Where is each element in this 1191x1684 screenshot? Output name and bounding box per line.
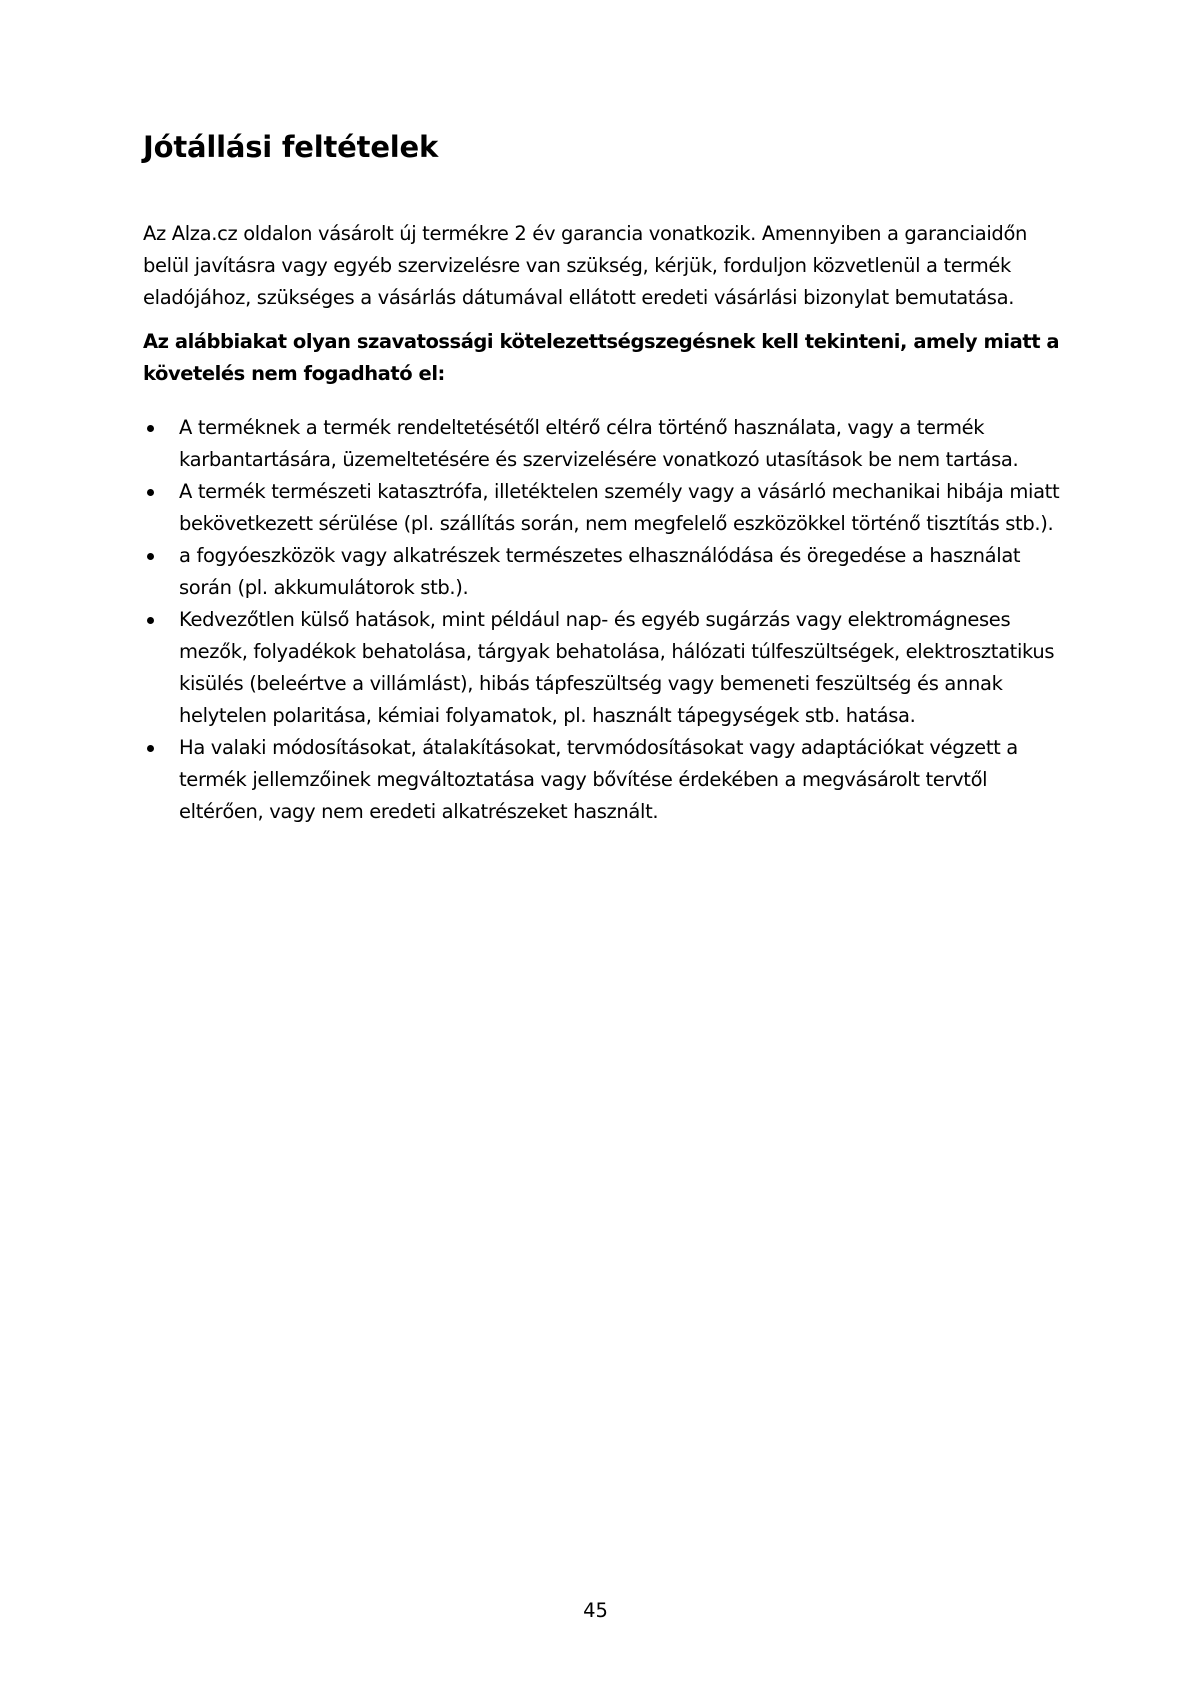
bullet-icon xyxy=(147,553,154,560)
list-item xyxy=(143,540,1063,604)
list-item-text: Ha valaki módosításokat, átalakításokat, tervmódosításokat vagy adaptációkat végzett a termék jellemzőinek megváltoztatása vagy bővítése érdekében a megvásárolt tervtől eltérően, vagy nem eredeti alkatrészeket használt. xyxy=(179,735,1018,823)
list-item-text: a fogyóeszközök vagy alkatrészek természetes elhasználódása és öregedése a használat során (pl. akkumulátorok stb.). xyxy=(179,543,1021,599)
bullet-icon xyxy=(147,489,154,496)
page-number: 45 xyxy=(583,1599,608,1622)
intro-paragraph: Az Alza.cz oldalon vásárolt új termékre 2 év garancia vonatkozik. Amennyiben a garanciaidőn belül javításra vagy egyéb szervizelésre van szükség, kérjük, forduljon közvetlenül a termék eladójához, szükséges a vásárlás dátumával ellátott eredeti vásárlási bizonylat bemutatása. xyxy=(143,221,1028,309)
bullet-icon xyxy=(147,745,154,752)
page-title: Jótállási feltételek xyxy=(143,130,439,164)
document-page xyxy=(143,130,1063,828)
list-item xyxy=(143,732,1063,828)
exclusions-list xyxy=(143,412,1063,828)
list-item xyxy=(143,604,1063,732)
list-item xyxy=(143,476,1063,540)
list-item-text: A termék természeti katasztrófa, illetéktelen személy vagy a vásárló mechanikai hibája miatt bekövetkezett sérülése (pl. szállítás során, nem megfelelő eszközökkel történő tisztítás stb.). xyxy=(179,479,1060,535)
list-item-text: A terméknek a termék rendeltetésétől eltérő célra történő használata, vagy a termék karbantartására, üzemeltetésére és szervizelésére vonatkozó utasítások be nem tartása. xyxy=(179,415,1019,471)
bullet-icon xyxy=(147,617,154,624)
list-item-text: Kedvezőtlen külső hatások, mint például nap- és egyéb sugárzás vagy elektromágneses mezők, folyadékok behatolása, tárgyak behatolása, hálózati túlfeszültségek, elektrosztatikus kisülés (beleértve a villámlást), hibás tápfeszültség vagy bemeneti feszültség és annak helytelen polaritása, kémiai folyamatok, pl. használt tápegységek stb. hatása. xyxy=(179,607,1055,727)
bullet-icon xyxy=(147,425,154,432)
lead-paragraph: Az alábbiakat olyan szavatossági kötelezettségszegésnek kell tekinteni, amely miatt a követelés nem fogadható el: xyxy=(143,329,1060,385)
list-item xyxy=(143,412,1063,476)
